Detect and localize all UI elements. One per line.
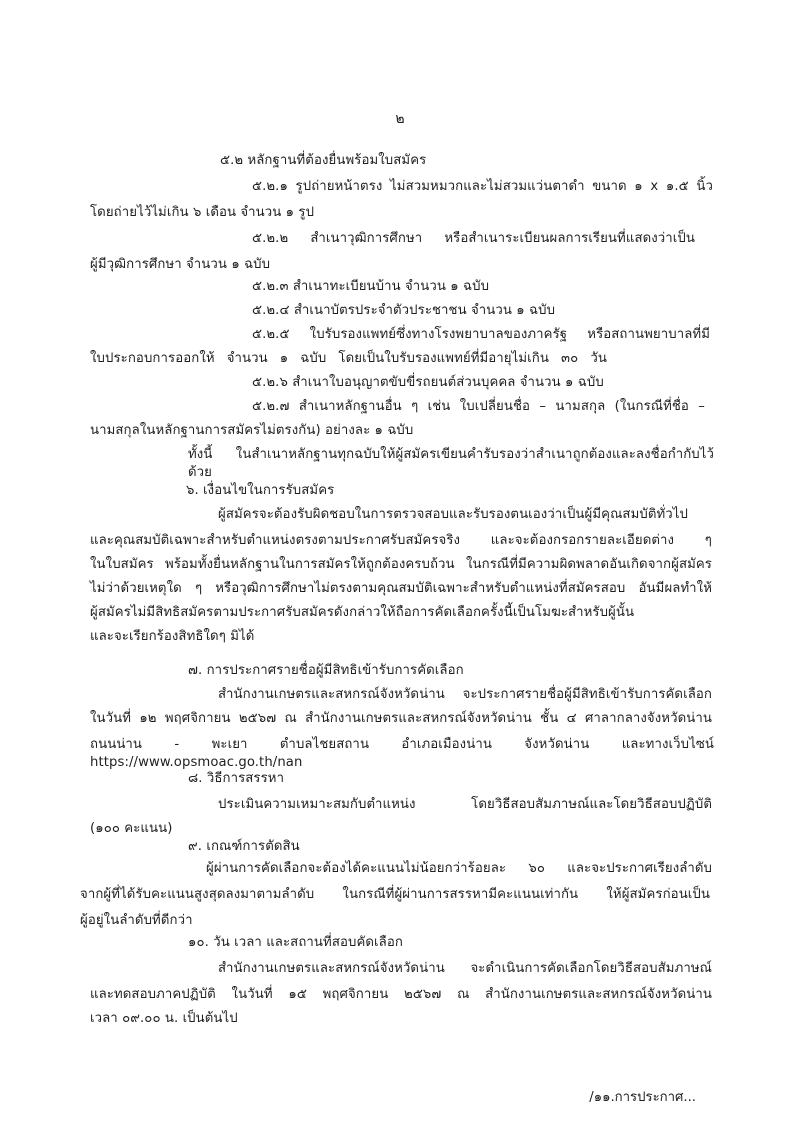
- certification-note: ทั้งนี้ ในสำเนาหลักฐานทุกฉบับให้ผู้สมัครเขียนคำรับรองว่าสำเนาถูกต้องและลงชื่อกำกับไว้ด้วย: [188, 447, 714, 480]
- item-5-2-6: ๕.๒.๖ สำเนาใบอนุญาตขับขี่รถยนต์ส่วนบุคคล จำนวน ๑ ฉบับ: [252, 375, 604, 390]
- section-8-line-2: (๑๐๐ คะแนน): [90, 821, 173, 836]
- section-7-line-3: ถนนน่าน - พะเยา ตำบลไชยสถาน อำเภอเมืองน่าน จังหวัดน่าน และทางเว็บไซน์ https://www.opsmoac.go.th/nan: [90, 737, 714, 770]
- section-7-line-1: สำนักงานเกษตรและสหกรณ์จังหวัดน่าน จะประกาศรายชื่อผู้มีสิทธิเข้ารับการคัดเลือก: [218, 687, 712, 702]
- item-5-2-4: ๕.๒.๔ สำเนาบัตรประจำตัวประชาชน จำนวน ๑ ฉบับ: [252, 303, 556, 318]
- page-number: ๒: [395, 111, 405, 127]
- section-6-line-1: ผู้สมัครจะต้องรับผิดชอบในการตรวจสอบและรับรองตนเองว่าเป็นผู้มีคุณสมบัติทั่วไป: [218, 507, 689, 522]
- item-5-2-1-line-1: ๕.๒.๑ รูปถ่ายหน้าตรง ไม่สวมหมวกและไม่สวมแว่นตาดำ ขนาด ๑ x ๑.๕ นิ้ว: [252, 179, 713, 194]
- section-5-2-heading: ๕.๒ หลักฐานที่ต้องยื่นพร้อมใบสมัคร: [220, 153, 427, 168]
- section-8-line-1: ประเมินความเหมาะสมกับตำแหน่ง โดยวิธีสอบสัมภาษณ์และโดยวิธีสอบปฏิบัติ: [218, 797, 712, 812]
- section-7-heading: ๗. การประกาศรายชื่อผู้มีสิทธิเข้ารับการคัดเลือก: [188, 663, 464, 678]
- item-5-2-2-line-2: ผู้มีวุฒิการศึกษา จำนวน ๑ ฉบับ: [90, 257, 271, 272]
- item-5-2-7-line-2: นามสกุลในหลักฐานการสมัครไม่ตรงกัน) อย่างละ ๑ ฉบับ: [90, 423, 414, 438]
- section-9-line-3: ผู้อยู่ในลำดับที่ดีกว่า: [80, 913, 193, 928]
- section-6-line-4: ไม่ว่าด้วยเหตุใด ๆ หรือวุฒิการศึกษาไม่ตรงตามคุณสมบัติเฉพาะสำหรับตำแหน่งที่สมัครสอบ อันมีผลทำให้: [90, 581, 712, 596]
- section-9-line-1: ผู้ผ่านการคัดเลือกจะต้องได้คะแนนไม่น้อยกว่าร้อยละ ๖๐ และจะประกาศเรียงลำดับ: [206, 861, 712, 876]
- section-9-line-2: จากผู้ที่ได้รับคะแนนสูงสุดลงมาตามลำดับ ในกรณีที่ผู้ผ่านการสรรหามีคะแนนเท่ากัน ให้ผู้สมัครก่อนเป็น: [80, 887, 710, 902]
- section-6-heading: ๖. เงื่อนไขในการรับสมัคร: [186, 483, 335, 498]
- item-5-2-1-line-2: โดยถ่ายไว้ไม่เกิน ๖ เดือน จำนวน ๑ รูป: [90, 205, 315, 220]
- item-5-2-7-line-1: ๕.๒.๗ สำเนาหลักฐานอื่น ๆ เช่น ใบเปลี่ยนชื่อ – นามสกุล (ในกรณีที่ชื่อ –: [252, 399, 705, 414]
- section-10-line-1: สำนักงานเกษตรและสหกรณ์จังหวัดน่าน จะดำเนินการคัดเลือกโดยวิธีสอบสัมภาษณ์: [218, 961, 712, 976]
- section-10-line-3: เวลา ๐๙.๐๐ น. เป็นต้นไป: [90, 1011, 238, 1026]
- section-7-line-2: ในวันที่ ๑๒ พฤศจิกายน ๒๕๖๗ ณ สำนักงานเกษตรและสหกรณ์จังหวัดน่าน ชั้น ๔ ศาลากลางจังหวัดน่าน: [90, 711, 712, 726]
- section-10-heading: ๑๐. วัน เวลา และสถานที่สอบคัดเลือก: [188, 935, 403, 950]
- section-6-line-3: ในใบสมัคร พร้อมทั้งยื่นหลักฐานในการสมัครให้ถูกต้องครบถ้วน ในกรณีที่มีความผิดพลาดอันเกิดจากผู้สมัคร: [90, 557, 712, 572]
- continuation-footer: /๑๑.การประกาศ...: [589, 1090, 696, 1105]
- section-8-heading: ๘. วิธีการสรรหา: [188, 771, 285, 786]
- section-10-line-2: และทดสอบภาคปฏิบัติ ในวันที่ ๑๕ พฤศจิกายน ๒๕๖๗ ณ สำนักงานเกษตรและสหกรณ์จังหวัดน่าน: [90, 987, 712, 1002]
- section-9-heading: ๙. เกณฑ์การตัดสิน: [188, 839, 300, 854]
- item-5-2-5-line-1: ๕.๒.๕ ใบรับรองแพทย์ซึ่งทางโรงพยาบาลของภาครัฐ หรือสถานพยาบาลที่มี: [252, 327, 710, 342]
- section-6-line-5: ผู้สมัครไม่มีสิทธิสมัครตามประกาศรับสมัครดังกล่าวให้ถือการคัดเลือกครั้งนี้เป็นโมฆะสำหรับผู้นั้น: [90, 605, 635, 620]
- item-5-2-2-line-1: ๕.๒.๒ สำเนาวุฒิการศึกษา หรือสำเนาระเบียนผลการเรียนที่แสดงว่าเป็น: [252, 231, 695, 246]
- section-6-line-2: และคุณสมบัติเฉพาะสำหรับตำแหน่งตรงตามประกาศรับสมัครจริง และจะต้องกรอกรายละเอียดต่าง ๆ: [90, 533, 712, 548]
- item-5-2-3: ๕.๒.๓ สำเนาทะเบียนบ้าน จำนวน ๑ ฉบับ: [252, 279, 490, 294]
- item-5-2-5-line-2: ใบประกอบการออกให้ จำนวน ๑ ฉบับ โดยเป็นใบรับรองแพทย์ที่มีอายุไม่เกิน ๓๐ วัน: [90, 351, 607, 366]
- section-6-line-6: และจะเรียกร้องสิทธิใดๆ มิได้: [90, 629, 255, 644]
